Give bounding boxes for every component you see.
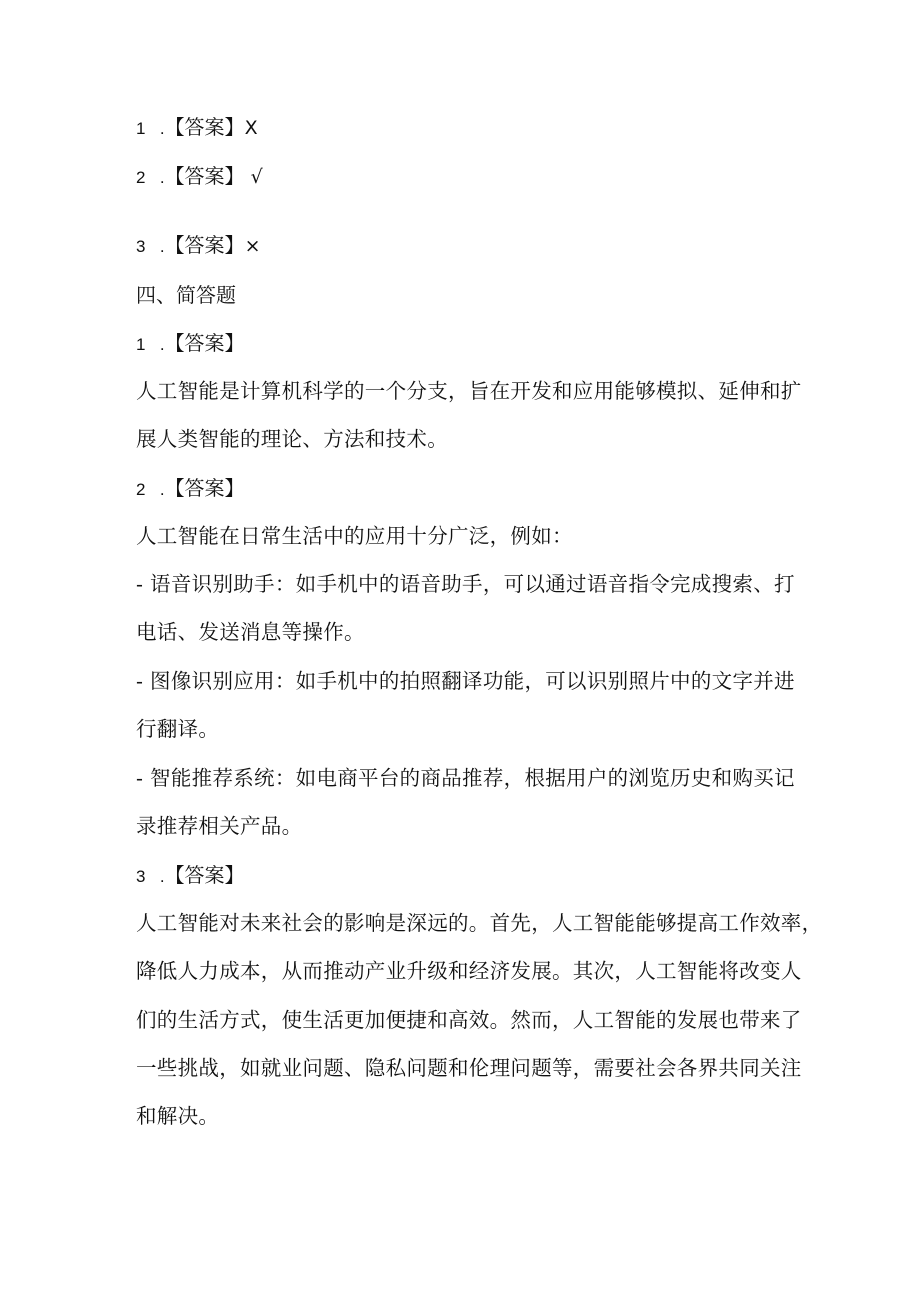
answer-text-line: 人工智能在日常生活中的应用十分广泛，例如： <box>136 524 573 548</box>
answer-text-line: 降低人力成本，从而推动产业升级和经济发展。其次，人工智能将改变人 <box>136 959 802 983</box>
tf-answer-2 <box>136 164 263 190</box>
answer-dot: . <box>159 237 165 256</box>
short-answer-2-header <box>136 476 245 502</box>
answer-text-line: 一些挑战，如就业问题、隐私问题和伦理问题等，需要社会各界共同关注 <box>136 1056 802 1080</box>
answer-mark: √ <box>250 166 263 188</box>
answer-text-line: 电话、发送消息等操作。 <box>136 620 365 644</box>
answer-number: 3 <box>136 237 146 256</box>
section-title: 四、简答题 <box>136 283 236 307</box>
answer-number: 1 <box>136 335 146 354</box>
answer-text-line: 和解决。 <box>136 1104 220 1128</box>
answer-label: 【答案】 <box>164 115 245 139</box>
answer-label: 【答案】 <box>164 476 245 500</box>
answer-dot: . <box>159 335 165 354</box>
answer-dot: . <box>159 480 165 499</box>
answer-label: 【答案】 <box>164 164 245 188</box>
answer-text-line: 录推荐相关产品。 <box>136 814 303 838</box>
answer-mark: X <box>244 117 258 139</box>
answer-text-line: - 智能推荐系统：如电商平台的商品推荐，根据用户的浏览历史和购买记 <box>136 766 795 790</box>
answer-mark: × <box>244 235 261 257</box>
tf-answer-1 <box>136 115 258 141</box>
answer-text-line: - 图像识别应用：如手机中的拍照翻译功能，可以识别照片中的文字并进 <box>136 669 795 693</box>
answer-text-line: - 语音识别助手：如手机中的语音助手，可以通过语音指令完成搜索、打 <box>136 572 795 596</box>
answer-number: 1 <box>136 119 146 138</box>
short-answer-1-header <box>136 331 245 357</box>
answer-text-line: 行翻译。 <box>136 717 220 741</box>
answer-number: 3 <box>136 867 146 886</box>
answer-number: 2 <box>136 168 146 187</box>
answer-dot: . <box>159 867 165 886</box>
answer-number: 2 <box>136 480 146 499</box>
answer-label: 【答案】 <box>164 331 245 355</box>
answer-label: 【答案】 <box>164 863 245 887</box>
answer-text-line: 人工智能对未来社会的影响是深远的。首先，人工智能能够提高工作效率， <box>136 911 823 935</box>
answer-label: 【答案】 <box>164 233 245 257</box>
answer-dot: . <box>159 168 165 187</box>
short-answer-3-header <box>136 863 245 889</box>
answer-dot: . <box>159 119 165 138</box>
tf-answer-3 <box>136 233 260 259</box>
answer-text-line: 展人类智能的理论、方法和技术。 <box>136 427 448 451</box>
answer-text-line: 们的生活方式，使生活更加便捷和高效。然而，人工智能的发展也带来了 <box>136 1008 802 1032</box>
answer-text-line: 人工智能是计算机科学的一个分支，旨在开发和应用能够模拟、延伸和扩 <box>136 379 802 403</box>
